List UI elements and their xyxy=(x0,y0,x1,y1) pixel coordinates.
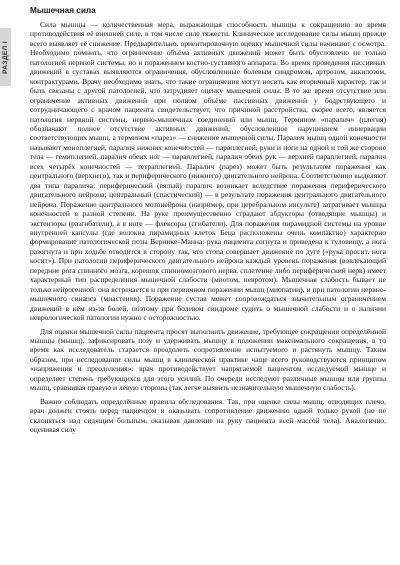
paragraph: Важно соблюдать определённые правила обследования. Так, при оценке силы мышц, отводящих плечо, врач должен стоять перед пациентом и оказывать сопротивление движению одной только рукой (но не склоняться над сидящим больным, оказывая давление на руку пациента всей массой тела). Аналогично, оценивая силу xyxy=(30,396,386,435)
section-tab-label: РАЗДЕЛ I xyxy=(2,40,9,74)
document-page xyxy=(30,6,386,434)
paragraph: Сила мышцы — количественная мера, выражающая способность мышцы к сокращению во время противодействия её внешней силе, в том числе силе тяжести. Клиническое исследование силы мышц прежде всего выявляет её снижение. Предварительно, ориентировочную оценку мышечной силы начинают с осмотра. Необходимо помнить, что ограничение объёма активных движений может быть обусловлено не только патологией нервной системы, но и поражением костно-суставного аппарата. Во время проведения пассивных движений в суставах выявляются ограничения, обусловленные болевым синдромом, артрозом, анкилозом, контрактурами. Врачу необходимо знать, что такие ограничения могут носить как вторичный характер, так и быть связаны с другой патологией, что затрудняет оценку мышечной силы. В то же время отсутствие или ограничение активных движений при полном объёме пассивных движений у бодрствующего и сотрудничающего с врачом пациента свидетельствует, что причиной расстройства, скорее всего, является патология нервной системы, нервно-мышечных соединений или мышц. Термином «паралич» (плегия) обозначают полное отсутствие активных движений, обусловленное нарушением иннервации соответствующих мышц, а термином «парез» — снижение мышечной силы. Паралич мышц одной конечности называют моноплегией, паралич нижних конечностей — параплегией, руки и ноги на одной и той же стороне тела — гемиплегией, паралич обеих ног — параплегией, паралич обеих рук — верхней параплегией, паралич всех четырёх конечностей — тетраплегией. Паралич (парез) может быть результатом поражения как центрального (верхнего), так и периферического (нижнего) двигательного нейрона. Соответственно выделяют два типа паралича: периферический (вялый) паралич возникает вследствие поражения периферического двигательного нейрона; центральный (спастический) — в результате поражения центрального двигательного нейрона. Поражение центрального мотонейрона (например, при церебральном инсульте) затрагивает мышцы конечностей в разной степени. На руке преимущественно страдают абдукторы (отводящие мышцы) и экстензоры (разгибатели), а в ноге — флексоры (сгибатели). Для поражения пирамидной системы на уровне внутренней капсулы (где волокна пирамидных клеток Беца расположены очень компактно) характерно формирование патологической позы Вернике–Манна: рука пациента согнута и приведена к туловищу, а нога разогнута и при ходьбе отводится в сторону так, что стопа совершает движение по дуге («рука просит, нога косит»). При патологии периферического двигательного нейрона каждый уровень поражения (вовлекающий передние рога спинного мозга, корешок спинномозгового нерва, сплетение либо периферический нерв) имеет характерный тип распределения мышечной слабости (миотом, невротом). Мышечная слабость бывает не только нейрогенной: она встречается и при первичном поражении мышц (миопатии), и при патологии нервно-мышечного синапса (миастения). Поражение сустав может сопровождаться значительным ограничением движений в нём из-за болей, поэтому при болевом синдроме судить о мышечной слабости и о наличии неврологической патологии нужно с осторожностью. xyxy=(30,20,386,323)
section-tab xyxy=(0,28,11,86)
section-heading: Мышечная сила xyxy=(30,6,96,15)
paragraph: Для оценки мышечной силы пациента просят выполнить движение, требующее сокращения определённой мышцы (мышц), зафиксировать позу и удерживать мышцу в положении максимального сокращения, в то время как исследователь старается преодолеть сопротивление испытуемого и растянуть мышцу. Таким образом, при исследовании силы мышц в клинической практике чаще всего руководствуются принципом «напряжения и преодоления»: врач противодействует напрягаемой пациентом исследуемой мышце и определяет степень требующихся для этого усилий. По очереди исследуют различные мышцы или группы мышц, сравнивая правую и левую стороны (так легче выявить незначительную мышечную слабость). xyxy=(30,326,386,393)
